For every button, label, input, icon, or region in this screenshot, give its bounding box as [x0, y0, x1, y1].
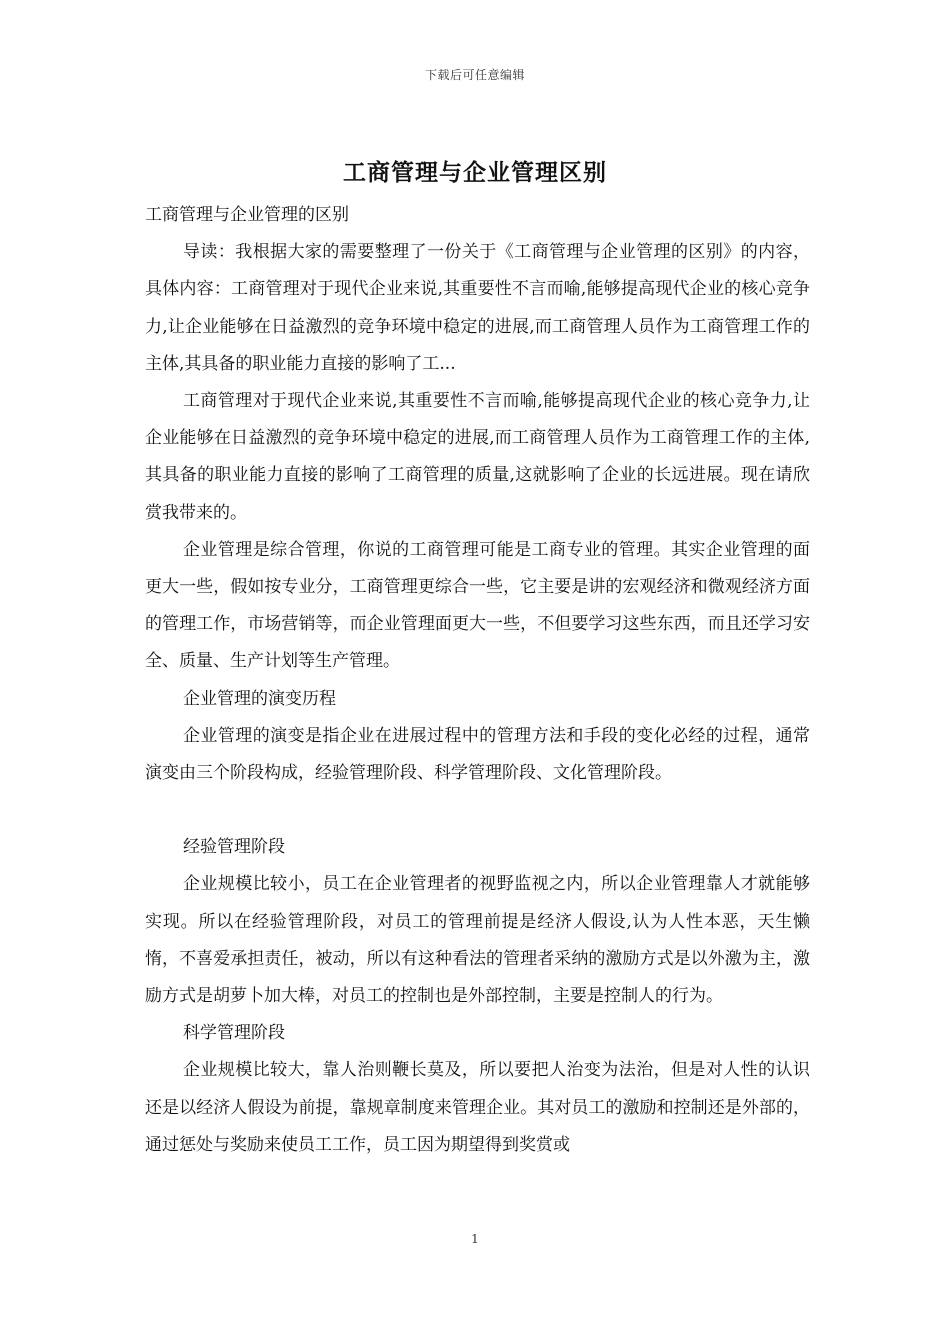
paragraph-intro: 导读：我根据大家的需要整理了一份关于《工商管理与企业管理的区别》的内容，具体内容：工商管理对于现代企业来说,其重要性不言而喻,能够提高现代企业的核心竞争力,让企业能够在日益激烈的竞争环境中稳定的进展,而工商管理人员作为工商管理工作的主体,其具备的职业能力直接的影响了工... [145, 242, 810, 374]
paragraph-scientific: 企业规模比较大，靠人治则鞭长莫及，所以要把人治变为法治，但是对人性的认识还是以经济人假设为前提，靠规章制度来管理企业。其对员工的激励和控制还是外部的，通过惩处与奖励来使员工工作，员工因为期望得到奖赏或 [145, 1060, 810, 1155]
paragraph-experience: 企业规模比较小，员工在企业管理者的视野监视之内，所以企业管理靠人才就能够实现。所以在经验管理阶段，对员工的管理前提是经济人假设,认为人性本恶，天生懒惰，不喜爱承担责任，被动，所以有这种看法的管理者采纳的激励方式是以外激为主，激励方式是胡萝卜加大棒，对员工的控制也是外部控制，主要是控制人的行为。 [145, 874, 810, 1007]
paragraph-evolution: 企业管理的演变是指企业在进展过程中的管理方法和手段的变化必经的过程，通常演变由三个阶段构成，经验管理阶段、科学管理阶段、文化管理阶段。 [145, 725, 810, 784]
page-header: 下载后可任意编辑 [424, 68, 525, 82]
section-heading-experience: 经验管理阶段 [183, 837, 285, 858]
paragraph-comparison: 企业管理是综合管理，你说的工商管理可能是工商专业的管理。其实企业管理的面更大一些，假如按专业分，工商管理更综合一些，它主要是讲的宏观经济和微观经济方面的管理工作，市场营销等，而企业管理面更大一些，不但要学习这些东西，而且还学习安全、质量、生产计划等生产管理。 [145, 539, 810, 672]
document-body [145, 197, 810, 1164]
page-number: 1 [471, 1232, 479, 1246]
section-heading-evolution: 企业管理的演变历程 [183, 688, 336, 709]
document-title: 工商管理与企业管理区别 [343, 159, 607, 186]
paragraph-importance: 工商管理对于现代企业来说,其重要性不言而喻,能够提高现代企业的核心竞争力,让企业能够在日益激烈的竞争环境中稳定的进展,而工商管理人员作为工商管理工作的主体,其具备的职业能力直接的影响了工商管理的质量,这就影响了企业的长远进展。现在请欣赏我带来的。 [145, 391, 810, 523]
paragraph-spacer [145, 792, 810, 829]
section-heading-scientific: 科学管理阶段 [183, 1023, 285, 1044]
document-subtitle: 工商管理与企业管理的区别 [145, 205, 349, 225]
